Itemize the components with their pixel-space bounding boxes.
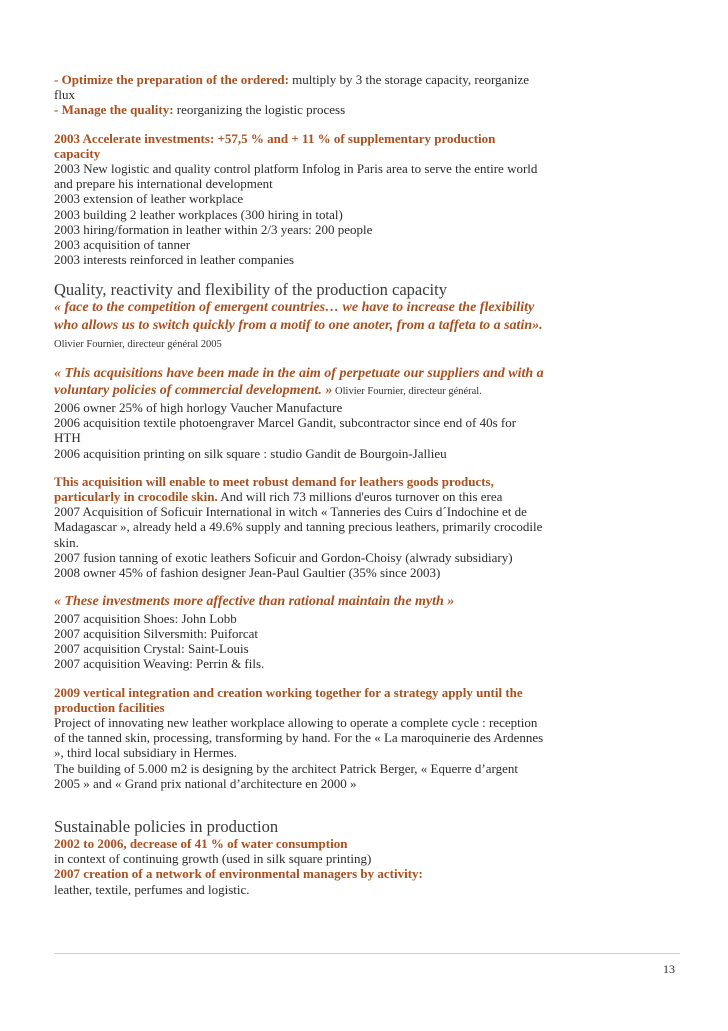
- manage-quality-line: [54, 102, 544, 117]
- list-item: 2006 acquisition textile photoengraver Marcel Gandit, subcontractor since end of 40s for HTH: [54, 415, 517, 446]
- list-item: 2003 New logistic and quality control platform Infolog in Paris area to serve the entire world and prepare his international development: [54, 161, 538, 192]
- env-network-heading: 2007 creation of a network of environmental managers by activity:: [54, 866, 423, 882]
- quote-competition: [54, 299, 544, 351]
- quote-attribution: Olivier Fournier, directeur général.: [332, 386, 482, 398]
- water-heading: 2002 to 2006, decrease of 41 % of water consumption: [54, 836, 348, 852]
- list-item: 2003 interests reinforced in leather companies: [54, 252, 295, 268]
- env-network-text: leather, textile, perfumes and logistic.: [54, 881, 250, 897]
- footer-divider: [54, 953, 680, 954]
- optimize-label: - Optimize the preparation of the ordered:: [54, 72, 289, 87]
- section-title-quality: Quality, reactivity and flexibility of the production capacity: [54, 280, 447, 300]
- list-item: 2007 Acquisition of Soficuir International in witch « Tanneries des Cuirs d´Indochine et de Madagascar », already held a 49.6% supply and tanning precious leathers, primarily crocodile skin.: [54, 504, 543, 550]
- section-title-sustainable: Sustainable policies in production: [54, 817, 279, 837]
- optimize-line: [54, 72, 544, 102]
- quote-acquisitions: [54, 365, 544, 400]
- list-item: 2007 fusion tanning of exotic leathers Soficuir and Gordon-Choisy (alwrady subsidiary): [54, 549, 513, 565]
- list-item: 2003 extension of leather workplace: [54, 191, 244, 207]
- page-number: 13: [663, 962, 675, 976]
- acquisition-text: And will rich 73 millions d'euros turnover on this erea: [217, 489, 503, 505]
- list-item: 2007 acquisition Weaving: Perrin & fils.: [54, 656, 265, 672]
- optimize-text: multiply by 3 the storage capacity, reorganize flux: [54, 72, 529, 103]
- list-item: The building of 5.000 m2 is designing by the architect Patrick Berger, « Equerre d’argent 2005 » and « Grand prix national d’architecture en 2000 »: [54, 760, 518, 791]
- list-item: Project of innovating new leather workplace allowing to operate a complete cycle : reception of the tanned skin, processing, transforming by hand. For the « La maroquinerie des Ardennes », third local subsidiary in Hermes.: [54, 715, 544, 761]
- list-item: 2007 acquisition Crystal: Saint-Louis: [54, 641, 249, 657]
- water-text: in context of continuing growth (used in silk square printing): [54, 851, 372, 867]
- list-item: 2006 acquisition printing on silk square : studio Gandit de Bourgoin-Jallieu: [54, 445, 447, 461]
- manage-quality-text: reorganizing the logistic process: [173, 102, 346, 118]
- list-item: 2006 owner 25% of high horlogy Vaucher Manufacture: [54, 400, 343, 416]
- quote-myth: « These investments more affective than rational maintain the myth »: [54, 594, 455, 610]
- document-body: [54, 72, 544, 897]
- investments-heading: 2003 Accelerate investments: +57,5 % and + 11 % of supplementary production capacity: [54, 130, 496, 161]
- acquisition-paragraph: [54, 474, 544, 504]
- list-item: 2003 acquisition of tanner: [54, 237, 191, 253]
- quote-attribution: Olivier Fournier, directeur général 2005: [54, 338, 222, 350]
- acquisition-heading: This acquisition will enable to meet robust demand for leathers goods products, particularly in crocodile skin.: [54, 473, 494, 505]
- list-item: 2003 hiring/formation in leather within 2/3 years: 200 people: [54, 221, 373, 237]
- list-item: 2008 owner 45% of fashion designer Jean-Paul Gaultier (35% since 2003): [54, 565, 441, 581]
- manage-quality-label: - Manage the quality:: [54, 102, 174, 118]
- vertical-integration-heading: 2009 vertical integration and creation working together for a strategy apply until the production facilities: [54, 684, 523, 715]
- list-item: 2003 building 2 leather workplaces (300 hiring in total): [54, 206, 343, 222]
- list-item: 2007 acquisition Shoes: John Lobb: [54, 610, 237, 626]
- quote-text: « face to the competition of emergent countries… we have to increase the flexibility who allows us to switch quickly from a motif to one anoter, from a taffeta to a satin».: [54, 300, 543, 334]
- quote-text: « This acquisitions have been made in the aim of perpetuate our suppliers and with a voluntary policies of commercial development. »: [54, 365, 544, 399]
- list-item: 2007 acquisition Silversmith: Puiforcat: [54, 626, 259, 642]
